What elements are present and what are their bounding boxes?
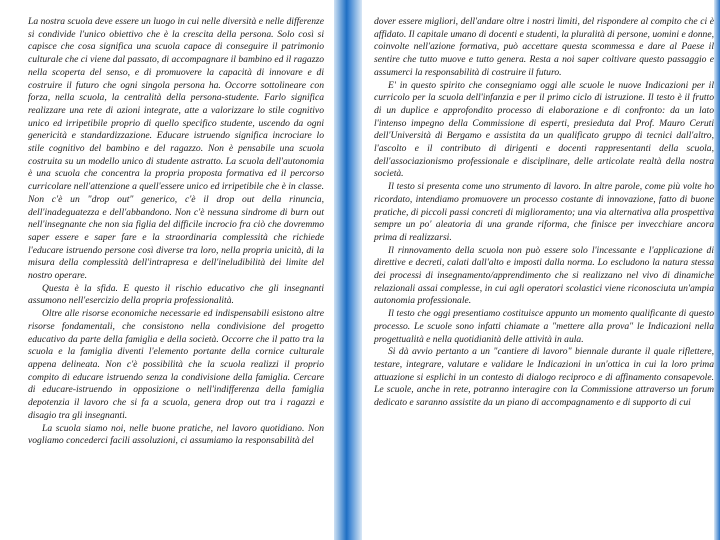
left-paragraph-4: La scuola siamo noi, nelle buone pratiche, nel lavoro quotidiano. Non vogliamo concederci facili assoluzioni, ci assumiamo la responsabilità del bbox=[28, 422, 324, 447]
right-paragraph-5: Il testo che oggi presentiamo costituisce appunto un momento qualificante di questo processo. Le scuole sono infatti chiamate a "mettere alla prova" le Indicazioni nella progettualità e nella quotidianità delle attività in aula. bbox=[374, 308, 714, 345]
left-paragraph-3: Oltre alle risorse economiche necessarie ed indispensabili esistono altre risorse fondamentali, che consistono nella condivisione del progetto educativo da parte della famiglia e della società. Occorre che il patto tra la scuola e la famiglia diventi l'elemento portante della cornice culturale appena delineata. Non c'è possibilità che la scuola realizzi il proprio compito di educare istruendo senza la condivisione della famiglia. Cercare di educare-istruendo in opposizione o nell'indifferenza della famiglia depotenzia il lavoro che si fa a scuola, genera drop out tra i ragazzi e disagio tra gli insegnanti. bbox=[28, 308, 324, 421]
right-paragraph-6: Si dà avvio pertanto a un "cantiere di lavoro" biennale durante il quale riflettere, testare, integrare, valutare e validare le Indicazioni in un'ottica in cui la loro prima attuazione si esplichi in un contesto di dialogo reciproco e di affinamento consapevole. Le scuole, anche in rete, potranno interagire con la Commissione attraverso un forum dedicato e saranno assistite da un piano di accompagnamento e di supporto di cui bbox=[374, 346, 714, 409]
left-paragraph-2: Questa è la sfida. E questo il rischio educativo che gli insegnanti assumono nell'esercizio della propria professionalità. bbox=[28, 282, 324, 307]
left-page bbox=[0, 0, 334, 540]
right-paragraph-4: Il rinnovamento della scuola non può essere solo l'incessante e l'applicazione di direttive e decreti, calati dall'alto e imposti dalla norma. Lo escludono la natura stessa dei processi di insegnamento/apprendimento che si realizzano nel vivo di dinamiche relazionali assai complesse, in cui agli operatori scolastici viene riconosciuta un'ampia autonomia professionale. bbox=[374, 244, 714, 307]
right-page bbox=[362, 0, 720, 540]
right-paragraph-3: Il testo si presenta come uno strumento di lavoro. In altre parole, come più volte ho ricordato, intendiamo promuovere un processo costante di innovazione, fatto di buone pratiche, di piccoli passi concreti di miglioramento; una via alternativa alla prospettiva sempre un po' aleatoria di una grande riforma, che finisce per invecchiare ancora prima di realizzarsi. bbox=[374, 181, 714, 243]
right-edge-band bbox=[714, 0, 720, 540]
right-paragraph-2: E' in questo spirito che consegniamo oggi alle scuole le nuove Indicazioni per il curricolo per la scuola dell'infanzia e per il primo ciclo di istruzione. Il testo è il frutto di un duplice e approfondito processo di elaborazione e di confronto: da un lato l'intenso impegno della Commissione di esperti, presieduta dal Prof. Mauro Ceruti dell'Università di Bergamo e assistita da un qualificato gruppo di tecnici dall'altro, l'ascolto e il contributo di dirigenti e docenti rappresentanti della scuola, dell'associazionismo professionale e disciplinare, delle articolate realtà della nostra società. bbox=[374, 79, 714, 180]
right-paragraph-1: dover essere migliori, dell'andare oltre i nostri limiti, del rispondere al compito che ci è affidato. Il capitale umano di docenti e studenti, la pluralità di persone, uomini e donne, coinvolte nell'azione formativa, può accettare questa scommessa e dare al Paese il sentire che tutto muove e tutto genera. Resta a noi saper coltivare questo passaggio e assumerci la responsabilità di costruire il futuro. bbox=[374, 16, 714, 78]
page-bottom-edge bbox=[0, 530, 334, 540]
slide-divider-band bbox=[334, 0, 362, 540]
page-bottom-edge bbox=[362, 530, 720, 540]
left-paragraph-1: La nostra scuola deve essere un luogo in cui nelle diversità e nelle differenze si condivide l'unico obiettivo che è la crescita della persona. Solo così si capisce che cosa significa una scuola capace di conseguire il patrimonio culturale che ci viene dal passato, di accompagnare il bambino ed il ragazzo nella scoperta del senso, e di promuovere la capacità di innovare e di costruire il futuro che ogni singola persona ha. Occorre sottolineare con forza, nella scuola, la centralità della persona-studente. Farlo significa realizzare una rete di azioni integrate, atte a valorizzare lo stile cognitivo unico ed irripetibile proprio di quello specifico studente, uscendo da ogni genericità e standardizzazione. Educare istruendo significa incrociare lo stile cognitivo del bambino e del ragazzo. Non è pensabile una scuola costruita su un modello unico di studente astratto. La scuola dell'autonomia è una scuola che concentra la propria proposta formativa ed il percorso curricolare nell'attenzione a quell'essere unico ed irripetibile che è in classe. Non c'è un "drop out" generico, c'è il drop out della rinuncia, dell'inadeguatezza e dell'abbandono. Non c'è nessuna sindrome di burn out nell'insegnante che non sia figlia del difficile incrocio fra ciò che dovremmo saper essere e saper fare e la straordinaria complessità che richiede l'educare istruendo persone così diverse tra loro, nella propria unicità, di la misura della complessità dell'intrapresa e dell'ineludibilità dei limite del nostro operare. bbox=[28, 16, 324, 282]
